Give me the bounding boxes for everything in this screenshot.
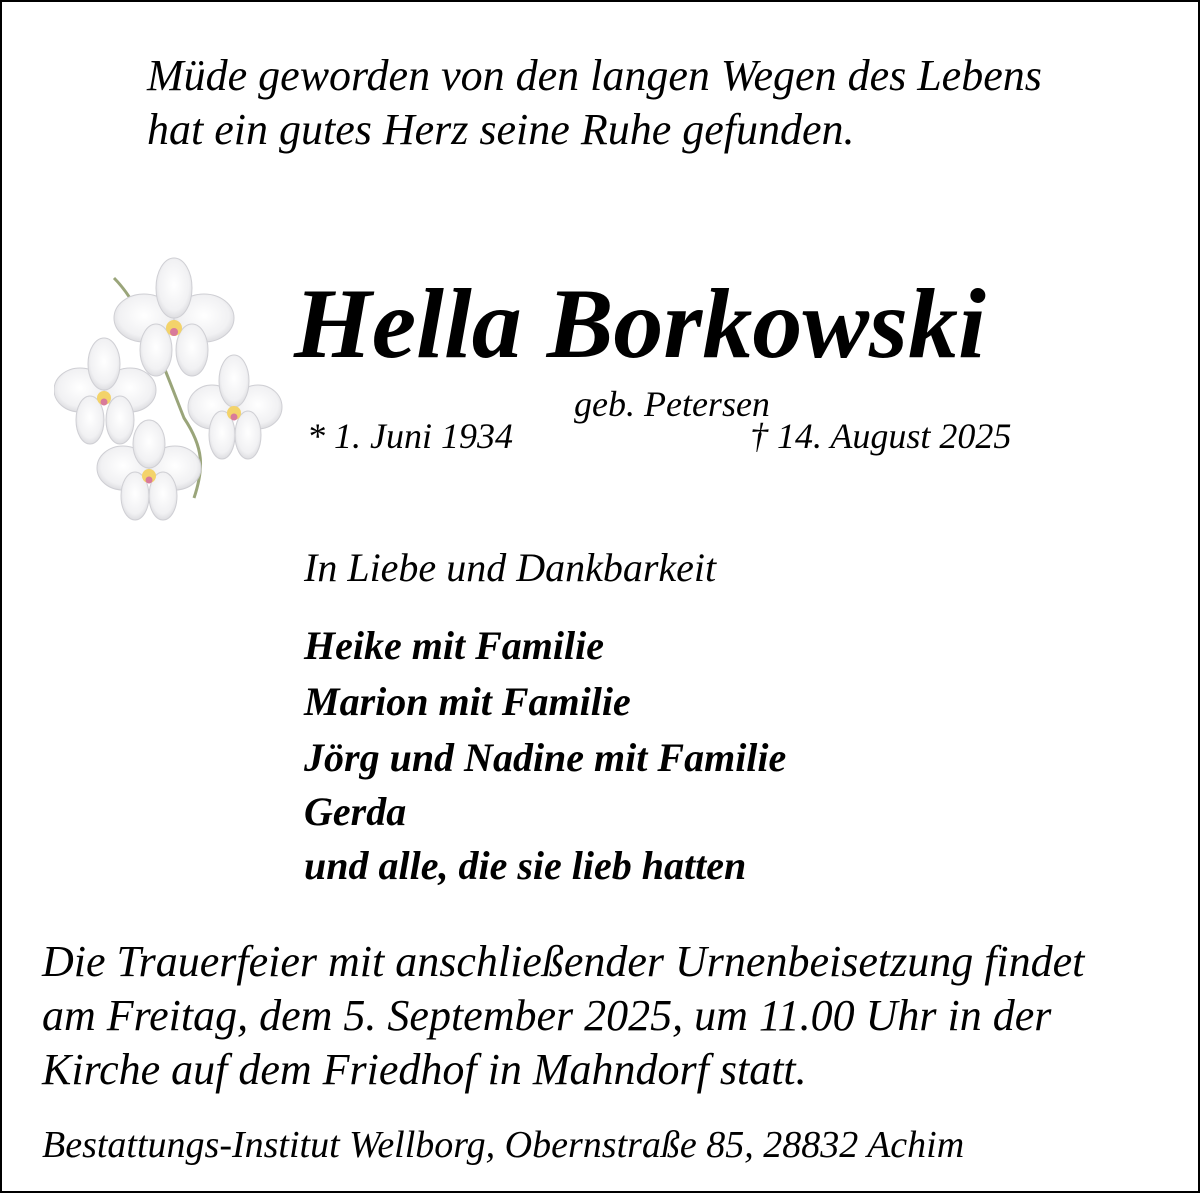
verse-line-1: Müde geworden von den langen Wegen des Lebens [147,51,1042,100]
birth-date: * 1. Juni 1934 [307,416,513,456]
mourner-name: Gerda [304,789,407,834]
orchid-icon [54,248,294,528]
ceremony-line-2: am Freitag, dem 5. September 2025, um 11.00 Uhr in der [42,991,1052,1040]
deceased-name: Hella Borkowski [294,268,986,379]
ceremony-line-1: Die Trauerfeier mit anschließender Urnenbeisetzung findet [42,937,1085,986]
mourners-intro: In Liebe und Dankbarkeit [304,545,717,590]
maiden-name: geb. Petersen [574,384,770,424]
verse-line-2: hat ein gutes Herz seine Ruhe gefunden. [147,105,855,154]
mourner-name: Heike mit Familie [304,623,604,668]
mourner-name: Jörg und Nadine mit Familie [304,735,787,780]
ceremony-line-3: Kirche auf dem Friedhof in Mahndorf statt. [42,1045,807,1094]
mourner-name: und alle, die sie lieb hatten [304,843,747,888]
death-date: † 14. August 2025 [750,416,1012,456]
undertaker-address: Bestattungs-Institut Wellborg, Obernstraße 85, 28832 Achim [42,1124,965,1166]
mourner-name: Marion mit Familie [304,679,631,724]
